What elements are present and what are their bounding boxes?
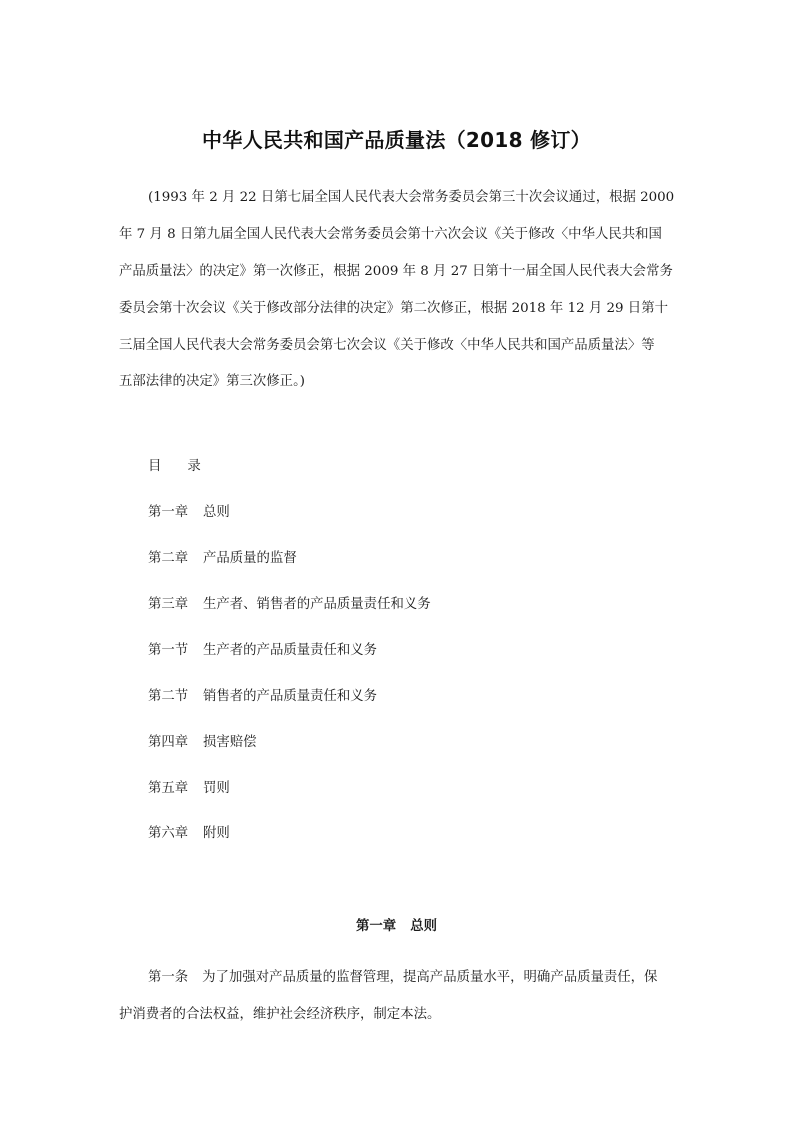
preamble-line: 年 7 月 8 日第九届全国人民代表大会常务委员会第十六次会议《关于修改〈中华人民共和国	[119, 226, 662, 242]
toc-item-number: 第三章	[148, 597, 189, 612]
toc-item-chapter-6	[148, 822, 230, 841]
toc-item-label: 总则	[203, 505, 230, 520]
toc-item-label: 生产者、销售者的产品质量责任和义务	[203, 597, 431, 612]
chapter-number: 第一章	[356, 919, 397, 934]
toc-heading-right: 录	[187, 459, 201, 474]
toc-item-number: 第一章	[148, 505, 189, 520]
toc-item-number: 第五章	[148, 781, 189, 796]
preamble-line: (1993 年 2 月 22 日第七届全国人民代表大会常务委员会第三十次会议通过，根据 2000	[148, 190, 675, 205]
chapter-title: 总则	[410, 919, 437, 934]
preamble-line: 委员会第十次会议《关于修改部分法律的决定》第二次修正，根据 2018 年 12 月 29 日第十	[119, 300, 668, 316]
toc-item-number: 第二节	[148, 689, 189, 704]
article-line: 护消费者的合法权益，维护社会经济秩序，制定本法。	[119, 1007, 441, 1022]
toc-item-label: 罚则	[203, 781, 230, 796]
toc-item-section-1	[148, 639, 377, 658]
article-number: 第一条	[148, 970, 189, 985]
chapter-heading	[0, 915, 793, 934]
toc-heading	[148, 455, 201, 474]
article-line	[119, 959, 675, 996]
toc-item-number: 第六章	[148, 826, 189, 841]
toc-item-chapter-1	[148, 501, 230, 520]
toc-item-label: 生产者的产品质量责任和义务	[203, 643, 378, 658]
toc-item-number: 第二章	[148, 551, 189, 566]
document-title: 中华人民共和国产品质量法（2018 修订）	[202, 128, 591, 152]
article-text: 为了加强对产品质量的监督管理，提高产品质量水平，明确产品质量责任，保	[202, 970, 658, 985]
preamble-line: 五部法律的决定》第三次修正。)	[119, 374, 305, 390]
toc-item-label: 销售者的产品质量责任和义务	[203, 689, 378, 704]
toc-item-label: 附则	[203, 826, 230, 841]
toc-item-chapter-4	[148, 731, 257, 750]
toc-item-label: 产品质量的监督	[203, 551, 297, 566]
preamble-line: 三届全国人民代表大会常务委员会第七次会议《关于修改〈中华人民共和国产品质量法〉等	[119, 337, 655, 353]
toc-item-chapter-2	[148, 547, 297, 566]
toc-item-chapter-5	[148, 777, 230, 796]
toc-item-chapter-3	[148, 593, 431, 612]
preamble-line: 产品质量法〉的决定》第一次修正，根据 2009 年 8 月 27 日第十一届全国人民代表大会常务	[119, 263, 673, 279]
toc-heading-left: 目	[148, 459, 162, 474]
toc-item-label: 损害赔偿	[203, 735, 257, 750]
toc-item-number: 第一节	[148, 643, 189, 658]
article-1	[119, 959, 675, 1033]
preamble-paragraph	[119, 180, 675, 401]
toc-item-section-2	[148, 685, 377, 704]
toc-item-number: 第四章	[148, 735, 189, 750]
